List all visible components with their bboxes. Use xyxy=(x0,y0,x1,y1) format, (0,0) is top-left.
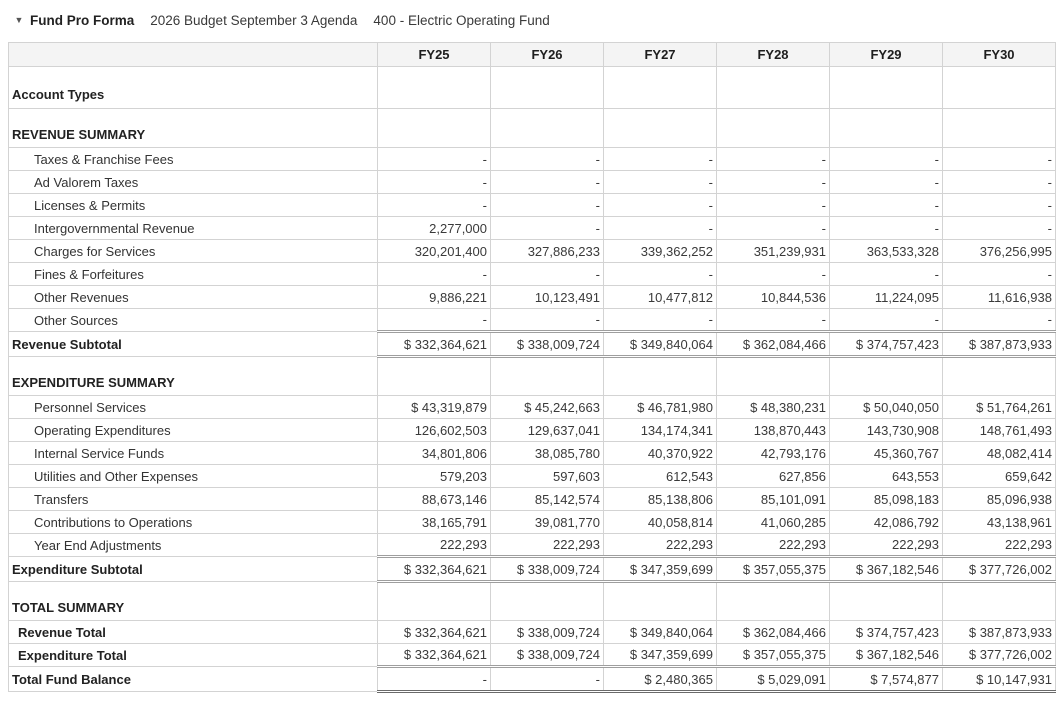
row-label: Taxes & Franchise Fees xyxy=(9,148,378,171)
cell-fy30 xyxy=(943,582,1056,621)
column-header-fy28: FY28 xyxy=(717,43,830,67)
row-label: Expenditure Subtotal xyxy=(9,557,378,582)
cell-fy28: 41,060,285 xyxy=(717,511,830,534)
column-header-fy25: FY25 xyxy=(378,43,491,67)
row-label: Charges for Services xyxy=(9,240,378,263)
cell-fy30: 222,293 xyxy=(943,534,1056,557)
cell-fy26: - xyxy=(491,194,604,217)
cell-fy25: - xyxy=(378,194,491,217)
cell-fy30: $ 387,873,933 xyxy=(943,332,1056,357)
budget-name: 2026 Budget September 3 Agenda xyxy=(150,12,358,28)
table-row-revenue-subtotal xyxy=(9,332,1056,357)
cell-fy29: - xyxy=(830,148,943,171)
cell-fy28: - xyxy=(717,194,830,217)
cell-fy28: 222,293 xyxy=(717,534,830,557)
cell-fy26: $ 45,242,663 xyxy=(491,396,604,419)
cell-fy28: - xyxy=(717,148,830,171)
cell-fy26: - xyxy=(491,148,604,171)
table-row-operating-expenditures xyxy=(9,419,1056,442)
cell-fy26 xyxy=(491,109,604,148)
cell-fy29: 643,553 xyxy=(830,465,943,488)
cell-fy27: 134,174,341 xyxy=(604,419,717,442)
cell-fy29: $ 7,574,877 xyxy=(830,667,943,692)
cell-fy27: 222,293 xyxy=(604,534,717,557)
cell-fy25: 38,165,791 xyxy=(378,511,491,534)
cell-fy30: - xyxy=(943,194,1056,217)
cell-fy25: 34,801,806 xyxy=(378,442,491,465)
cell-fy27: 612,543 xyxy=(604,465,717,488)
cell-fy30: - xyxy=(943,263,1056,286)
cell-fy28: 42,793,176 xyxy=(717,442,830,465)
cell-fy25: $ 332,364,621 xyxy=(378,557,491,582)
cell-fy26: 129,637,041 xyxy=(491,419,604,442)
cell-fy26: 10,123,491 xyxy=(491,286,604,309)
page-title: Fund Pro Forma xyxy=(30,12,135,28)
cell-fy25: $ 332,364,621 xyxy=(378,644,491,667)
cell-fy30: 11,616,938 xyxy=(943,286,1056,309)
cell-fy27: - xyxy=(604,194,717,217)
cell-fy28: 627,856 xyxy=(717,465,830,488)
section-titlebar xyxy=(8,8,1054,32)
cell-fy27 xyxy=(604,109,717,148)
cell-fy28: $ 48,380,231 xyxy=(717,396,830,419)
table-row-account-types xyxy=(9,67,1056,109)
cell-fy28: 85,101,091 xyxy=(717,488,830,511)
row-label: Contributions to Operations xyxy=(9,511,378,534)
cell-fy28: 138,870,443 xyxy=(717,419,830,442)
cell-fy28 xyxy=(717,109,830,148)
row-label: Fines & Forfeitures xyxy=(9,263,378,286)
cell-fy26: $ 338,009,724 xyxy=(491,644,604,667)
cell-fy26: $ 338,009,724 xyxy=(491,621,604,644)
row-label: Utilities and Other Expenses xyxy=(9,465,378,488)
table-row-fines-forfeitures xyxy=(9,263,1056,286)
table-header-row xyxy=(9,43,1056,67)
fund-name: 400 - Electric Operating Fund xyxy=(373,12,550,28)
row-label: Ad Valorem Taxes xyxy=(9,171,378,194)
cell-fy29: $ 374,757,423 xyxy=(830,332,943,357)
cell-fy27: - xyxy=(604,217,717,240)
column-header-fy27: FY27 xyxy=(604,43,717,67)
cell-fy28 xyxy=(717,582,830,621)
cell-fy27: 85,138,806 xyxy=(604,488,717,511)
cell-fy29 xyxy=(830,357,943,396)
table-row-taxes-franchise-fees xyxy=(9,148,1056,171)
cell-fy29 xyxy=(830,109,943,148)
cell-fy27: $ 347,359,699 xyxy=(604,557,717,582)
collapse-section-icon[interactable]: ▼ xyxy=(14,14,24,25)
cell-fy25: 126,602,503 xyxy=(378,419,491,442)
cell-fy27: 40,370,922 xyxy=(604,442,717,465)
cell-fy30: - xyxy=(943,171,1056,194)
table-row-expenditure-subtotal xyxy=(9,557,1056,582)
row-label: Licenses & Permits xyxy=(9,194,378,217)
cell-fy30: $ 10,147,931 xyxy=(943,667,1056,692)
cell-fy27: - xyxy=(604,309,717,332)
cell-fy28: - xyxy=(717,171,830,194)
table-row-other-revenues xyxy=(9,286,1056,309)
cell-fy26 xyxy=(491,67,604,109)
row-label: Revenue Total xyxy=(9,621,378,644)
cell-fy25: 579,203 xyxy=(378,465,491,488)
row-label: Intergovernmental Revenue xyxy=(9,217,378,240)
cell-fy29: 143,730,908 xyxy=(830,419,943,442)
cell-fy27: 40,058,814 xyxy=(604,511,717,534)
table-row-total-summary xyxy=(9,582,1056,621)
row-label: Personnel Services xyxy=(9,396,378,419)
cell-fy28: $ 362,084,466 xyxy=(717,332,830,357)
cell-fy29: 363,533,328 xyxy=(830,240,943,263)
cell-fy25 xyxy=(378,357,491,396)
cell-fy26: - xyxy=(491,309,604,332)
cell-fy28 xyxy=(717,67,830,109)
cell-fy25: $ 43,319,879 xyxy=(378,396,491,419)
cell-fy30: $ 377,726,002 xyxy=(943,644,1056,667)
cell-fy30: $ 51,764,261 xyxy=(943,396,1056,419)
table-row-charges-for-services xyxy=(9,240,1056,263)
cell-fy30: 43,138,961 xyxy=(943,511,1056,534)
cell-fy25 xyxy=(378,67,491,109)
cell-fy29: 85,098,183 xyxy=(830,488,943,511)
table-row-utilities-and-other-expenses xyxy=(9,465,1056,488)
cell-fy26: - xyxy=(491,263,604,286)
cell-fy29: $ 50,040,050 xyxy=(830,396,943,419)
table-row-year-end-adjustments xyxy=(9,534,1056,557)
row-label: REVENUE SUMMARY xyxy=(9,109,378,148)
cell-fy26 xyxy=(491,357,604,396)
cell-fy29: $ 367,182,546 xyxy=(830,557,943,582)
cell-fy25: $ 332,364,621 xyxy=(378,621,491,644)
table-row-personnel-services xyxy=(9,396,1056,419)
cell-fy28 xyxy=(717,357,830,396)
row-label: Revenue Subtotal xyxy=(9,332,378,357)
cell-fy25: - xyxy=(378,309,491,332)
cell-fy26: $ 338,009,724 xyxy=(491,332,604,357)
cell-fy29: $ 374,757,423 xyxy=(830,621,943,644)
cell-fy28: - xyxy=(717,217,830,240)
table-row-intergovernmental-revenue xyxy=(9,217,1056,240)
row-label: EXPENDITURE SUMMARY xyxy=(9,357,378,396)
cell-fy25 xyxy=(378,582,491,621)
cell-fy28: $ 357,055,375 xyxy=(717,644,830,667)
row-label: Other Sources xyxy=(9,309,378,332)
table-row-licenses-permits xyxy=(9,194,1056,217)
table-row-expenditure-total xyxy=(9,644,1056,667)
cell-fy27 xyxy=(604,67,717,109)
cell-fy27: - xyxy=(604,263,717,286)
fund-pro-forma-table xyxy=(8,42,1056,693)
cell-fy30: - xyxy=(943,148,1056,171)
cell-fy27: 339,362,252 xyxy=(604,240,717,263)
cell-fy26: - xyxy=(491,667,604,692)
cell-fy30 xyxy=(943,357,1056,396)
cell-fy25: - xyxy=(378,171,491,194)
row-label: Total Fund Balance xyxy=(9,667,378,692)
cell-fy26: - xyxy=(491,171,604,194)
cell-fy25: 2,277,000 xyxy=(378,217,491,240)
cell-fy27: $ 349,840,064 xyxy=(604,332,717,357)
table-row-transfers xyxy=(9,488,1056,511)
cell-fy27: $ 46,781,980 xyxy=(604,396,717,419)
cell-fy30: - xyxy=(943,217,1056,240)
table-row-other-sources xyxy=(9,309,1056,332)
cell-fy26: 85,142,574 xyxy=(491,488,604,511)
cell-fy29 xyxy=(830,582,943,621)
cell-fy28: $ 357,055,375 xyxy=(717,557,830,582)
cell-fy25 xyxy=(378,109,491,148)
cell-fy27: - xyxy=(604,148,717,171)
cell-fy27 xyxy=(604,582,717,621)
cell-fy28: - xyxy=(717,263,830,286)
cell-fy29: 42,086,792 xyxy=(830,511,943,534)
row-label: Internal Service Funds xyxy=(9,442,378,465)
cell-fy27: - xyxy=(604,171,717,194)
column-header-fy30: FY30 xyxy=(943,43,1056,67)
cell-fy30 xyxy=(943,109,1056,148)
cell-fy29: 222,293 xyxy=(830,534,943,557)
cell-fy26: $ 338,009,724 xyxy=(491,557,604,582)
cell-fy25: 9,886,221 xyxy=(378,286,491,309)
cell-fy30: 376,256,995 xyxy=(943,240,1056,263)
cell-fy27: $ 347,359,699 xyxy=(604,644,717,667)
cell-fy28: 351,239,931 xyxy=(717,240,830,263)
cell-fy29: - xyxy=(830,309,943,332)
row-label: Account Types xyxy=(9,67,378,109)
cell-fy30: 48,082,414 xyxy=(943,442,1056,465)
cell-fy29: - xyxy=(830,263,943,286)
cell-fy29: - xyxy=(830,171,943,194)
table-row-expenditure-summary xyxy=(9,357,1056,396)
column-header-fy26: FY26 xyxy=(491,43,604,67)
row-label: Year End Adjustments xyxy=(9,534,378,557)
cell-fy28: $ 5,029,091 xyxy=(717,667,830,692)
table-row-ad-valorem-taxes xyxy=(9,171,1056,194)
cell-fy25: $ 332,364,621 xyxy=(378,332,491,357)
cell-fy25: - xyxy=(378,667,491,692)
table-row-total-fund-balance xyxy=(9,667,1056,692)
column-header-fy29: FY29 xyxy=(830,43,943,67)
cell-fy28: 10,844,536 xyxy=(717,286,830,309)
cell-fy26: 39,081,770 xyxy=(491,511,604,534)
cell-fy26: 597,603 xyxy=(491,465,604,488)
cell-fy25: 320,201,400 xyxy=(378,240,491,263)
cell-fy28: - xyxy=(717,309,830,332)
cell-fy25: 88,673,146 xyxy=(378,488,491,511)
row-label: TOTAL SUMMARY xyxy=(9,582,378,621)
cell-fy29: $ 367,182,546 xyxy=(830,644,943,667)
row-label: Operating Expenditures xyxy=(9,419,378,442)
cell-fy30: 148,761,493 xyxy=(943,419,1056,442)
cell-fy27: 10,477,812 xyxy=(604,286,717,309)
cell-fy26: 327,886,233 xyxy=(491,240,604,263)
cell-fy28: $ 362,084,466 xyxy=(717,621,830,644)
cell-fy30: $ 377,726,002 xyxy=(943,557,1056,582)
row-label-column-header xyxy=(9,43,378,67)
table-row-revenue-summary xyxy=(9,109,1056,148)
cell-fy29 xyxy=(830,67,943,109)
cell-fy29: - xyxy=(830,217,943,240)
row-label: Expenditure Total xyxy=(9,644,378,667)
cell-fy30: - xyxy=(943,309,1056,332)
cell-fy27: $ 2,480,365 xyxy=(604,667,717,692)
cell-fy25: - xyxy=(378,148,491,171)
cell-fy27 xyxy=(604,357,717,396)
cell-fy30: 659,642 xyxy=(943,465,1056,488)
cell-fy30: 85,096,938 xyxy=(943,488,1056,511)
cell-fy26: - xyxy=(491,217,604,240)
table-row-internal-service-funds xyxy=(9,442,1056,465)
cell-fy29: - xyxy=(830,194,943,217)
row-label: Transfers xyxy=(9,488,378,511)
cell-fy30 xyxy=(943,67,1056,109)
cell-fy29: 11,224,095 xyxy=(830,286,943,309)
cell-fy26 xyxy=(491,582,604,621)
cell-fy26: 222,293 xyxy=(491,534,604,557)
cell-fy25: - xyxy=(378,263,491,286)
row-label: Other Revenues xyxy=(9,286,378,309)
cell-fy25: 222,293 xyxy=(378,534,491,557)
table-row-revenue-total xyxy=(9,621,1056,644)
cell-fy29: 45,360,767 xyxy=(830,442,943,465)
cell-fy26: 38,085,780 xyxy=(491,442,604,465)
cell-fy27: $ 349,840,064 xyxy=(604,621,717,644)
table-row-contributions-to-operations xyxy=(9,511,1056,534)
cell-fy30: $ 387,873,933 xyxy=(943,621,1056,644)
